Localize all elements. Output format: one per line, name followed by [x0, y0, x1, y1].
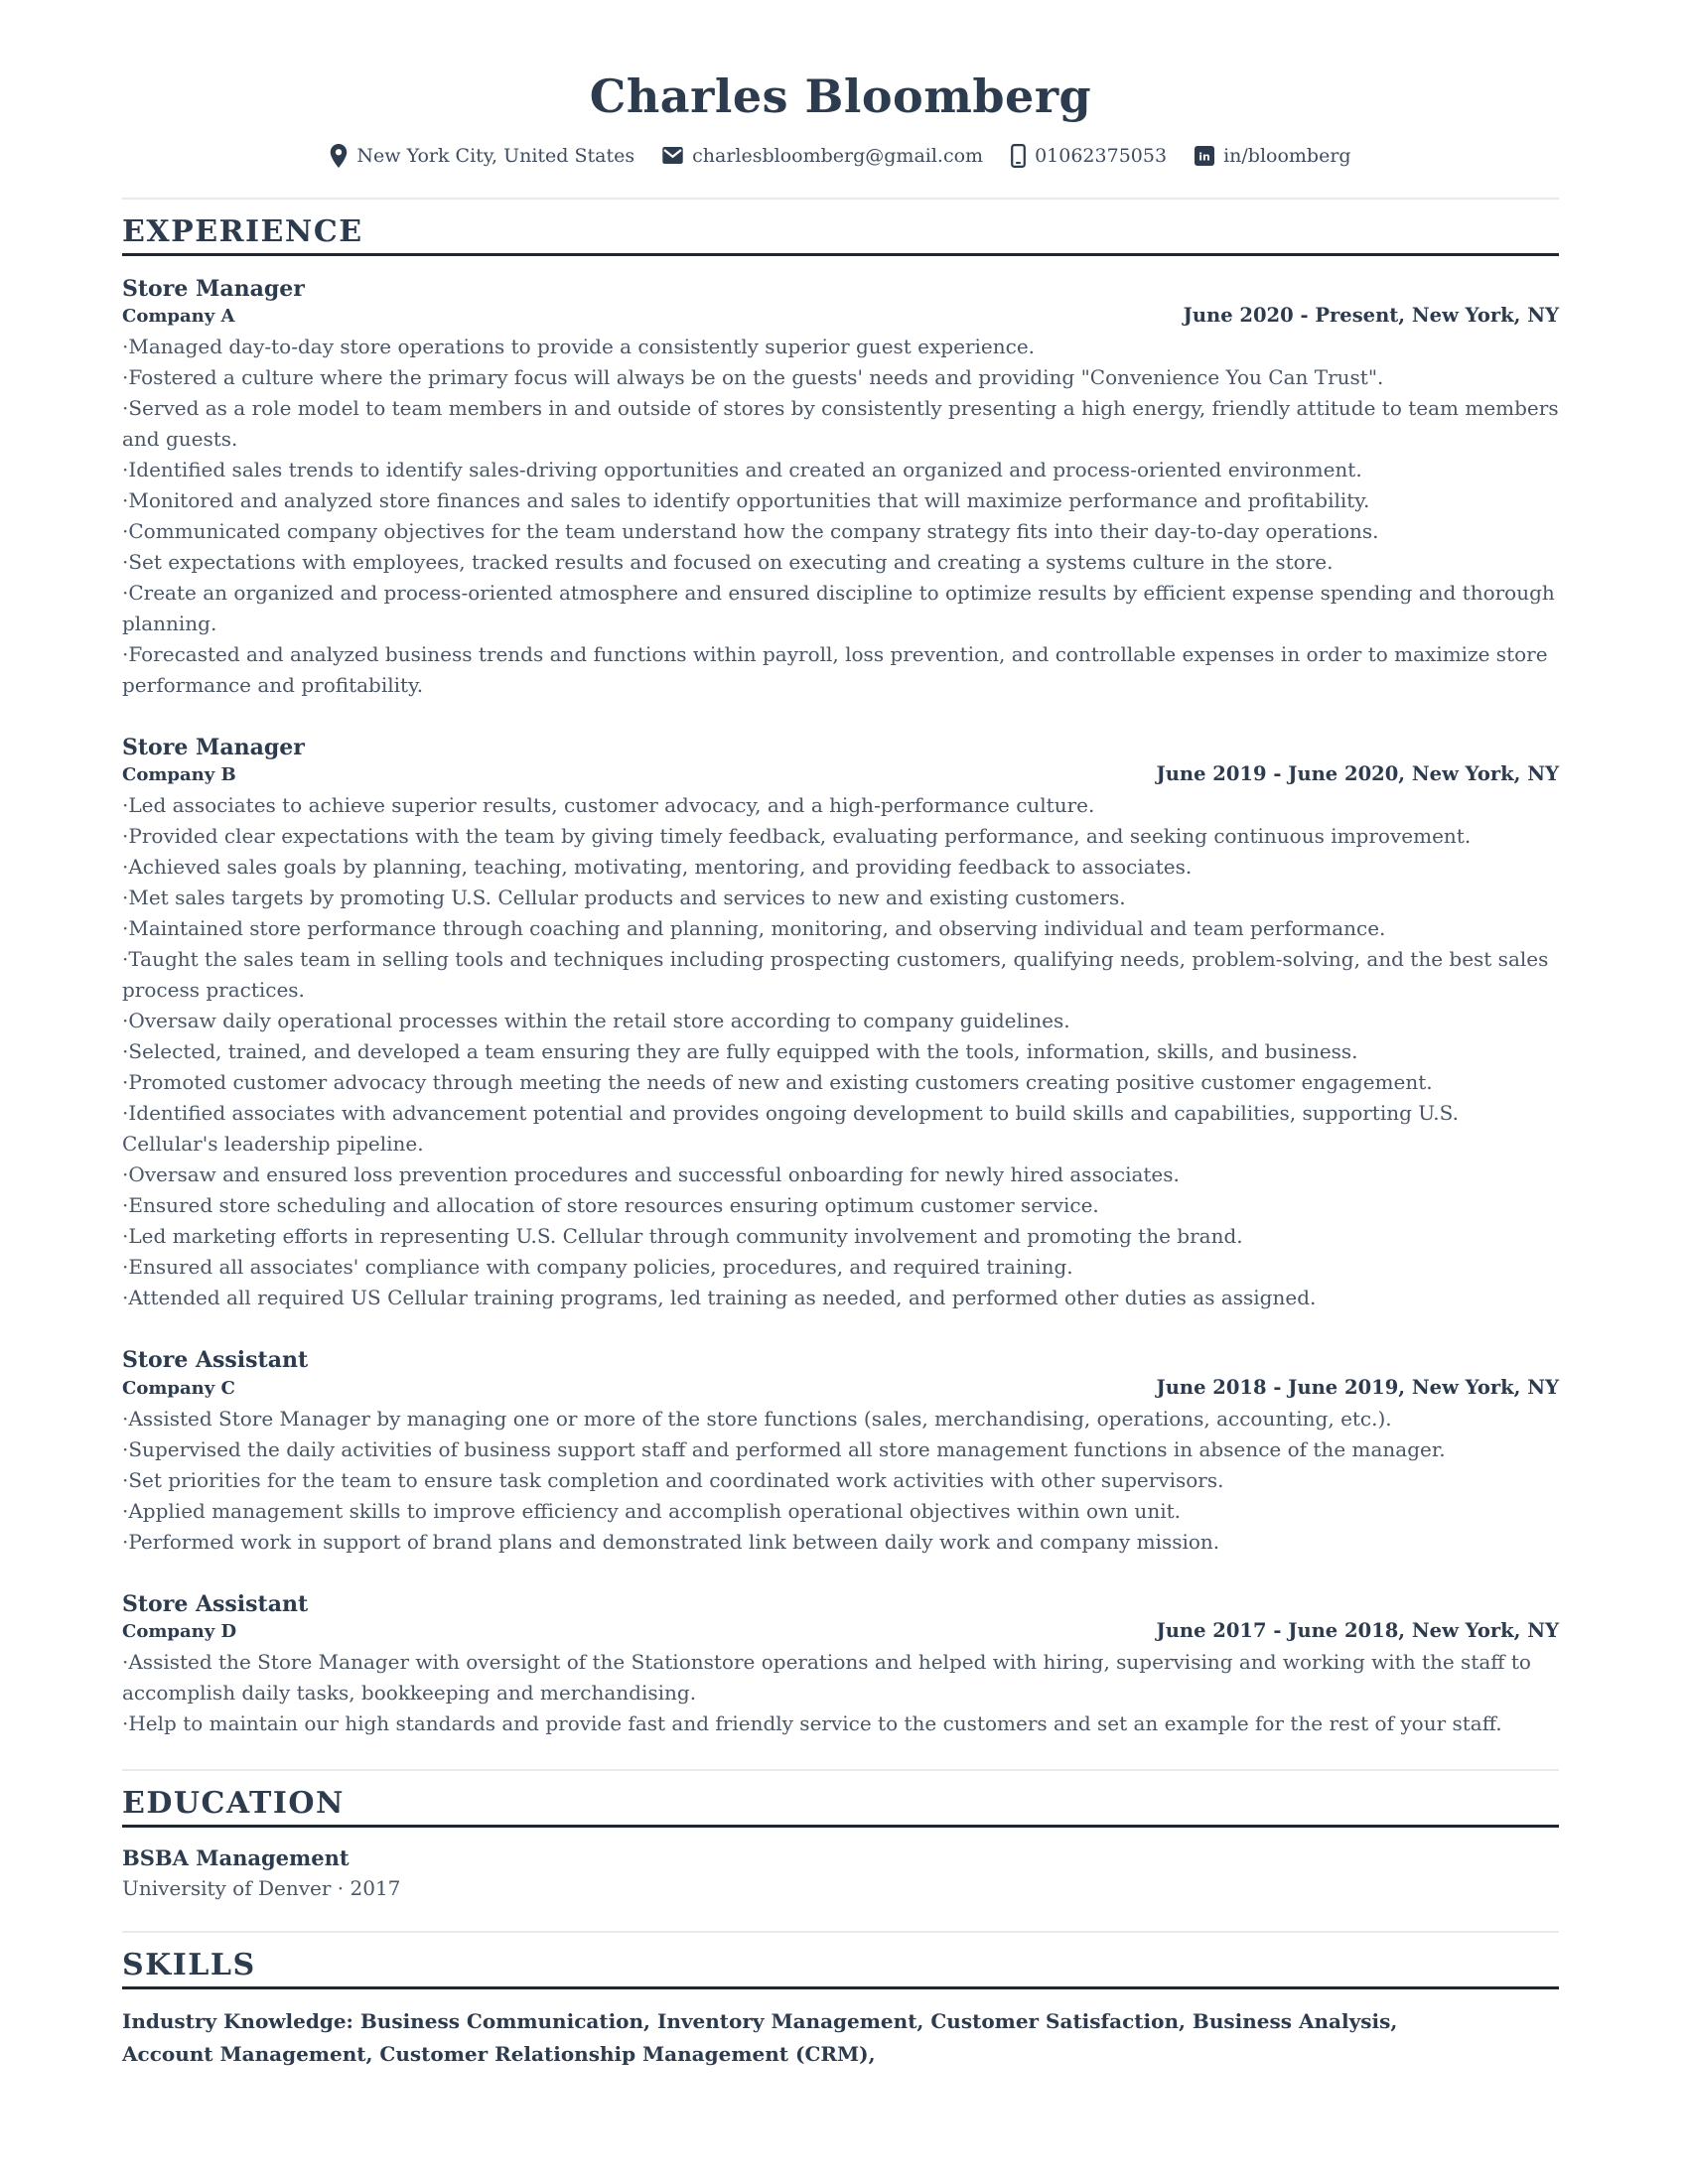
bullet-item: · Ensured store scheduling and allocation of store resources ensuring optimum customer service. [122, 1190, 1559, 1221]
job-entry [122, 735, 1559, 1313]
email-envelope-icon [662, 147, 683, 164]
job-entry [122, 1591, 1559, 1739]
location-text: New York City, United States [356, 144, 635, 167]
job-bullets [122, 1647, 1559, 1739]
education-section-title: EDUCATION [122, 1786, 345, 1822]
job-title: Store Manager [122, 734, 305, 760]
job-bullets [122, 1404, 1559, 1558]
linkedin-icon [1195, 146, 1214, 166]
bullet-item: · Achieved sales goals by planning, teaching, motivating, mentoring, and providing feedback to associates. [122, 852, 1559, 883]
candidate-name: Charles Bloomberg [589, 69, 1092, 123]
bullet-item: · Supervised the daily activities of business support staff and performed all store management functions in absence of the manager. [122, 1434, 1559, 1465]
bullet-item: · Assisted Store Manager by managing one or more of the store functions (sales, merchandising, operations, accounting, etc.). [122, 1404, 1559, 1434]
job-title: Store Manager [122, 275, 305, 302]
bullet-item: · Oversaw daily operational processes within the retail store according to company guidelines. [122, 1006, 1559, 1036]
bullet-item: · Forecasted and analyzed business trends and functions within payroll, loss prevention, and controllable expenses in order to maximize store performance and profitability. [122, 639, 1559, 701]
phone-text: 01062375053 [1035, 144, 1168, 167]
bullet-item: · Applied management skills to improve efficiency and accomplish operational objectives within own unit. [122, 1496, 1559, 1527]
job-meta-row [122, 304, 1559, 327]
bullet-item: · Taught the sales team in selling tools and techniques including prospecting customers, qualifying needs, problem-solving, and the best sales process practices. [122, 944, 1559, 1006]
contact-linkedin [1195, 145, 1351, 167]
bullet-item: · Communicated company objectives for the team understand how the company strategy fits into their day-to-day operations. [122, 516, 1559, 547]
experience-section-title: EXPERIENCE [122, 213, 363, 249]
bullet-item: · Identified associates with advancement potential and provides ongoing development to build skills and capabilities, supporting U.S. Cellular's leadership pipeline. [122, 1098, 1559, 1160]
job-meta-row [122, 762, 1559, 785]
job-date-location: June 2019 - June 2020, New York, NY [1156, 762, 1559, 786]
skills-section-title: SKILLS [122, 1948, 256, 1983]
linkedin-text: in/bloomberg [1223, 144, 1351, 167]
bullet-item: · Set priorities for the team to ensure task completion and coordinated work activities with other supervisors. [122, 1465, 1559, 1496]
bullet-item: · Set expectations with employees, tracked results and focused on executing and creating a systems culture in the store. [122, 547, 1559, 578]
job-entry [122, 276, 1559, 701]
phone-icon [1011, 144, 1026, 168]
education-degree: BSBA Management [122, 1845, 350, 1871]
job-date-location: June 2017 - June 2018, New York, NY [1156, 1619, 1559, 1643]
experience-education-divider [122, 1769, 1559, 1771]
job-bullets [122, 332, 1559, 701]
bullet-item: · Ensured all associates' compliance with company policies, procedures, and required training. [122, 1252, 1559, 1283]
experience-section-rule [122, 253, 1559, 256]
email-text: charlesbloomberg@gmail.com [692, 144, 984, 167]
skills-text: Industry Knowledge: Business Communication, Inventory Management, Customer Satisfaction, Business Analysis, Account Management, Customer Relationship Management (CRM), [122, 2009, 1398, 2067]
job-company: Company C [122, 1377, 235, 1399]
experience-section [122, 215, 1559, 1740]
bullet-item: · Led marketing efforts in representing U.S. Cellular through community involvement and promoting the brand. [122, 1221, 1559, 1252]
bullet-item: · Served as a role model to team members in and outside of stores by consistently presenting a high energy, friendly attitude to team members and guests. [122, 393, 1559, 455]
contact-email [662, 145, 983, 167]
svg-text:in: in [1198, 150, 1210, 164]
bullet-item: · Provided clear expectations with the team by giving timely feedback, evaluating performance, and seeking continuous improvement. [122, 821, 1559, 852]
bullet-item: · Led associates to achieve superior results, customer advocacy, and a high-performance culture. [122, 790, 1559, 821]
contact-location [330, 144, 634, 168]
bullet-item: · Maintained store performance through coaching and planning, monitoring, and observing individual and team performance. [122, 913, 1559, 944]
education-section-rule [122, 1825, 1559, 1828]
bullet-item: · Selected, trained, and developed a team ensuring they are fully equipped with the tools, information, skills, and business. [122, 1036, 1559, 1067]
bullet-item: · Attended all required US Cellular training programs, led training as needed, and performed other duties as assigned. [122, 1283, 1559, 1313]
job-meta-row [122, 1619, 1559, 1642]
job-entry [122, 1347, 1559, 1557]
bullet-item: · Identified sales trends to identify sales-driving opportunities and created an organized and process-oriented environment. [122, 455, 1559, 485]
job-meta-row [122, 1376, 1559, 1399]
bullet-item: · Met sales targets by promoting U.S. Cellular products and services to new and existing customers. [122, 883, 1559, 913]
bullet-item: · Managed day-to-day store operations to provide a consistently superior guest experience. [122, 332, 1559, 362]
bullet-item: · Monitored and analyzed store finances and sales to identify opportunities that will maximize performance and profitability. [122, 485, 1559, 516]
bullet-item: · Performed work in support of brand plans and demonstrated link between daily work and company mission. [122, 1527, 1559, 1558]
education-section [122, 1787, 1559, 1901]
job-company: Company D [122, 1621, 237, 1643]
job-title: Store Assistant [122, 1347, 309, 1374]
skills-section-rule [122, 1986, 1559, 1989]
job-company: Company B [122, 764, 236, 786]
education-school-line: University of Denver · 2017 [122, 1876, 401, 1901]
bullet-item: · Oversaw and ensured loss prevention procedures and successful onboarding for newly hired associates. [122, 1160, 1559, 1190]
contact-row [122, 144, 1559, 168]
jobs-list [122, 276, 1559, 1740]
bullet-item: · Assisted the Store Manager with oversight of the Stationstore operations and helped with hiring, supervising and working with the staff to accomplish daily tasks, bookkeeping and merchandising. [122, 1647, 1559, 1708]
education-skills-divider [122, 1931, 1559, 1933]
bullet-item: · Create an organized and process-oriented atmosphere and ensured discipline to optimize results by efficient expense spending and thorough planning. [122, 578, 1559, 639]
job-date-location: June 2018 - June 2019, New York, NY [1156, 1375, 1559, 1399]
job-title: Store Assistant [122, 1590, 309, 1617]
location-pin-icon [330, 144, 348, 168]
bullet-item: · Help to maintain our high standards and provide fast and friendly service to the customers and set an example for the rest of your staff. [122, 1708, 1559, 1739]
bullet-item: · Fostered a culture where the primary focus will always be on the guests' needs and providing "Convenience You Can Trust". [122, 362, 1559, 393]
skills-section [122, 1949, 1559, 2071]
resume-header [122, 71, 1559, 168]
job-date-location: June 2020 - Present, New York, NY [1183, 303, 1559, 327]
job-company: Company A [122, 305, 235, 327]
job-bullets [122, 790, 1559, 1313]
contact-phone [1011, 144, 1167, 168]
bullet-item: · Promoted customer advocacy through meeting the needs of new and existing customers creating positive customer engagement. [122, 1067, 1559, 1098]
header-divider [122, 198, 1559, 200]
